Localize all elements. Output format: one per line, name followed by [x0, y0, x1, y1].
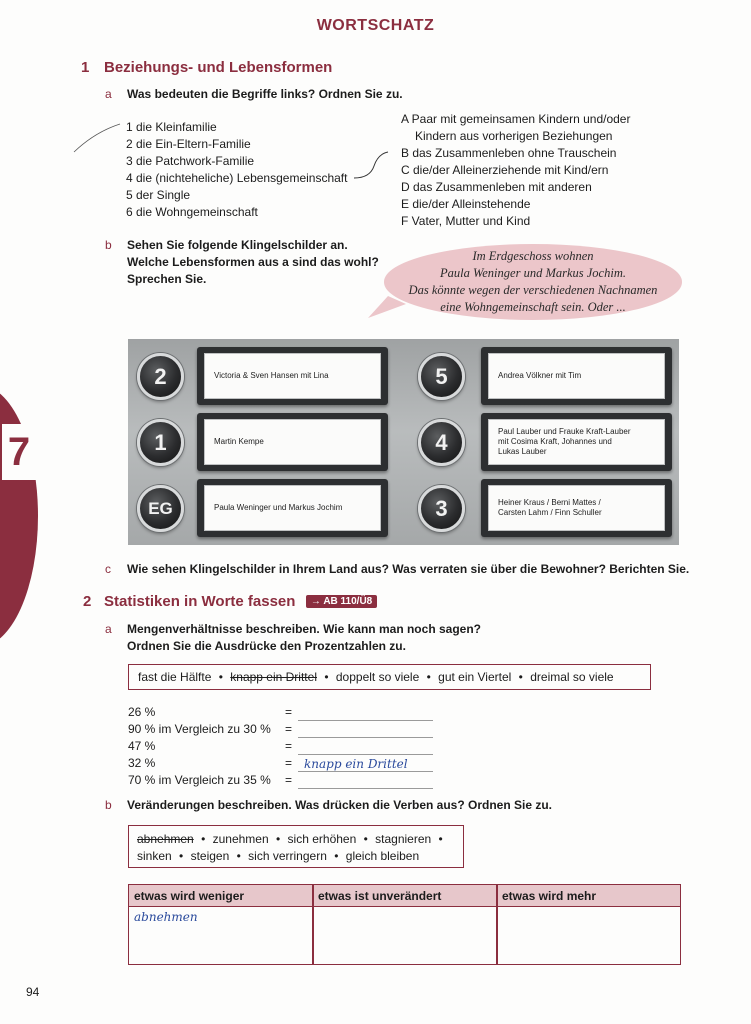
percentage-label: 47 %	[128, 739, 156, 753]
word-item-used: knapp ein Drittel	[230, 670, 317, 684]
table-header-cell: etwas wird weniger	[134, 889, 245, 903]
word-item: sich erhöhen	[287, 832, 357, 846]
definition-item: E die/der Alleinstehende	[401, 197, 531, 211]
term-item: 4 die (nichteheliche) Lebensgemeinschaft	[126, 171, 348, 185]
answer-line[interactable]	[298, 704, 433, 721]
name-plate: Heiner Kraus / Berni Mattes / Carsten Lahm / Finn Schuller	[481, 479, 672, 537]
task-2b-letter: b	[105, 798, 112, 812]
word-item: dreimal so viele	[530, 670, 614, 684]
table-answer-handwritten[interactable]: abnehmen	[134, 910, 198, 924]
separator: •	[324, 670, 329, 684]
equals-signs: = = = = =	[285, 705, 293, 787]
task-1a-instruction: Was bedeuten die Begriffe links? Ordnen Sie zu.	[127, 87, 403, 101]
name-plate: Paula Weninger und Markus Jochim	[197, 479, 388, 537]
word-item: sinken	[137, 849, 172, 863]
section-1-title: Beziehungs- und Lebensformen	[104, 59, 333, 76]
doorbell-button: 4	[418, 419, 465, 466]
name-plate: Andrea Völkner mit Tim	[481, 347, 672, 405]
definition-item: D das Zusammenleben mit anderen	[401, 180, 592, 194]
task-1b-instruction: Sehen Sie folgende Klingelschilder an. Welche Lebensformen aus a sind das wohl? Sprechen Sie.	[127, 238, 379, 286]
page-number: 94	[26, 985, 40, 999]
percentage-labels	[128, 704, 271, 789]
task-1c-instruction: Wie sehen Klingelschilder in Ihrem Land aus? Was verraten sie über die Bewohner? Berichten Sie.	[127, 562, 690, 576]
section-1-number: 1	[81, 59, 90, 76]
table-header-cell: etwas wird mehr	[502, 889, 597, 903]
task-2a-letter: a	[105, 622, 112, 636]
definition-item: F Vater, Mutter und Kind	[401, 214, 531, 228]
separator: •	[218, 670, 223, 684]
answer-line[interactable]	[298, 721, 433, 738]
term-item: 5 der Single	[126, 188, 191, 202]
word-item: sich verringern	[248, 849, 327, 863]
page-title: WORTSCHATZ	[316, 17, 435, 34]
word-item: fast die Hälfte	[138, 670, 212, 684]
section-2-title: Statistiken in Worte fassen	[104, 593, 296, 610]
answer-line[interactable]	[298, 772, 433, 789]
name-plate: Paul Lauber und Frauke Kraft-Lauber mit Cosima Kraft, Johannes und Lukas Lauber	[481, 413, 672, 471]
term-item: 1 die Kleinfamilie	[126, 120, 217, 134]
answer-line-filled[interactable]: knapp ein Drittel	[298, 755, 433, 772]
word-item: gut ein Viertel	[438, 670, 512, 684]
task-1a-letter: a	[105, 87, 112, 101]
speech-bubble-text: Im Erdgeschoss wohnen Paula Weninger und Markus Jochim. Das könnte wegen der verschiedenen Nachnamen eine Wohngemeinschaft sein. Oder ...	[408, 249, 658, 314]
task-2b-instruction: Veränderungen beschreiben. Was drücken die Verben aus? Ordnen Sie zu.	[127, 798, 553, 812]
definition-list	[401, 111, 630, 230]
word-item: zunehmen	[212, 832, 269, 846]
word-item: gleich bleiben	[345, 849, 420, 863]
word-item: stagnieren	[375, 832, 432, 846]
verb-classification-table	[128, 884, 681, 965]
definition-item: A Paar mit gemeinsamen Kindern und/oder	[401, 112, 631, 126]
definition-item: C die/der Alleinerziehende mit Kind/ern	[401, 163, 609, 177]
percentage-label: 32 %	[128, 756, 156, 770]
term-item: 3 die Patchwork-Familie	[126, 154, 255, 168]
percentage-label: 26 %	[128, 705, 156, 719]
answer-lines[interactable]	[298, 704, 433, 789]
chapter-number: 7	[2, 424, 36, 480]
verb-word-box: abnehmen • zunehmen • sich erhöhen • stagnieren • sinken • steigen • sich verringern • gleich bleiben	[128, 825, 464, 868]
section-2-number: 2	[83, 593, 92, 610]
separator: •	[426, 670, 431, 684]
doorbell-panel	[128, 339, 679, 545]
word-item: steigen	[190, 849, 230, 863]
doorbell-button: 1	[137, 419, 184, 466]
task-2a-instruction: Mengenverhältnisse beschreiben. Wie kann man noch sagen? Ordnen Sie die Ausdrücke den Prozentzahlen zu.	[127, 622, 481, 653]
definition-item-continued: Kindern aus vorherigen Beziehungen	[415, 129, 613, 143]
name-plate: Martin Kempe	[197, 413, 388, 471]
answer-line[interactable]	[298, 738, 433, 755]
workbook-reference-badge: → AB 110/Ü8	[306, 595, 377, 608]
doorbell-button: 3	[418, 485, 465, 532]
task-1b-letter: b	[105, 238, 112, 252]
percentage-label: 70 % im Vergleich zu 35 %	[128, 773, 271, 787]
section-2-heading	[104, 593, 377, 611]
term-item: 6 die Wohngemeinschaft	[126, 205, 258, 219]
table-header-cell: etwas ist unverändert	[318, 889, 442, 903]
expression-word-box	[128, 664, 651, 690]
doorbell-button: 5	[418, 353, 465, 400]
doorbell-button: EG	[137, 485, 184, 532]
name-plate: Victoria & Sven Hansen mit Lina	[197, 347, 388, 405]
separator: •	[518, 670, 523, 684]
term-item: 2 die Ein-Eltern-Familie	[126, 137, 251, 151]
handwritten-connector-line	[70, 112, 410, 192]
doorbell-button: 2	[137, 353, 184, 400]
percentage-label: 90 % im Vergleich zu 30 %	[128, 722, 271, 736]
task-1c-letter: c	[105, 562, 111, 576]
word-item-used: abnehmen	[137, 832, 194, 846]
word-item: doppelt so viele	[335, 670, 420, 684]
definition-item: B das Zusammenleben ohne Trauschein	[401, 146, 617, 160]
